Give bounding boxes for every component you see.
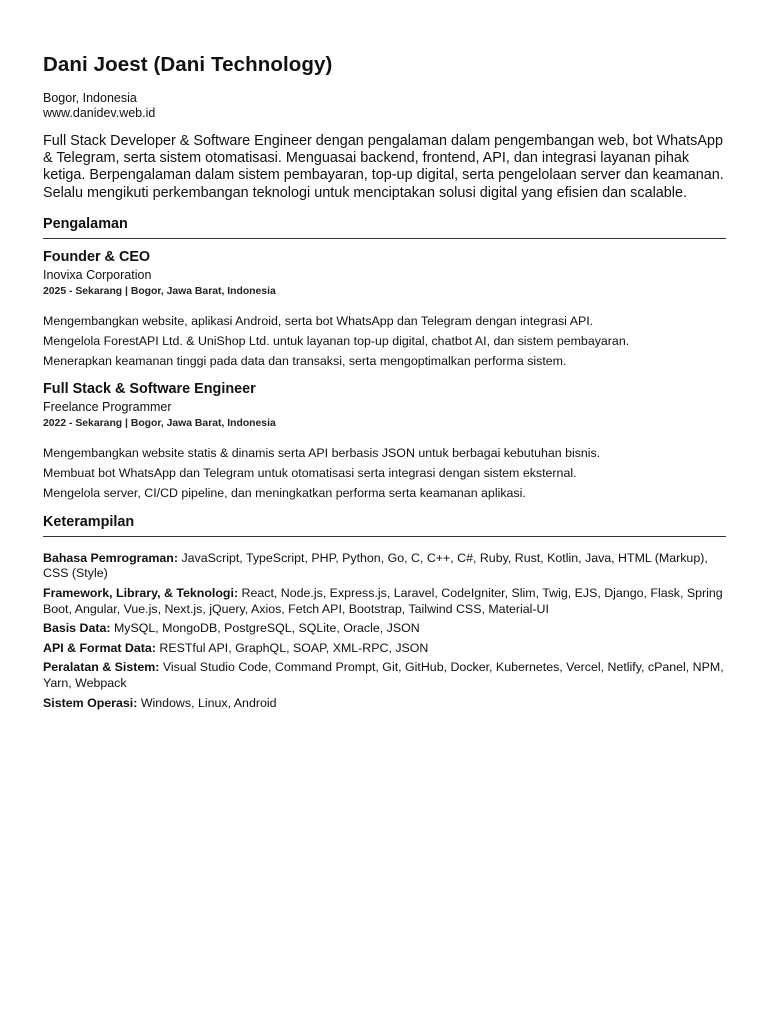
skill-value: Visual Studio Code, Command Prompt, Git, GitHub, Docker, Kubernetes, Vercel, Netlify, cPanel, NPM, Yarn, Webpack	[43, 660, 724, 690]
job-point: Mengelola server, CI/CD pipeline, dan meningkatkan performa serta keamanan aplikasi.	[43, 485, 526, 500]
section-title-experience: Pengalaman	[43, 215, 726, 239]
job-point: Mengembangkan website statis & dinamis serta API berbasis JSON untuk berbagai kebutuhan bisnis.	[43, 445, 601, 460]
location-text: Bogor, Indonesia	[43, 91, 137, 105]
contact-info	[43, 91, 726, 121]
job-meta: 2025 - Sekarang | Bogor, Jawa Barat, Indonesia	[43, 285, 276, 297]
profile-summary: Full Stack Developer & Software Engineer dengan pengalaman dalam pengembangan web, bot WhatsApp & Telegram, serta sistem otomatisasi. Menguasai backend, frontend, API, dan integrasi layanan pihak ketiga. Berpengalaman dalam sistem pembayaran, top-up digital, serta pengelolaan server dan keamanan. Selalu mengikuti perkembangan teknologi untuk menciptakan solusi digital yang efisien dan scalable.	[43, 133, 724, 201]
job-company: Inovixa Corporation	[43, 267, 152, 282]
job-entry	[43, 380, 726, 500]
skill-value: RESTful API, GraphQL, SOAP, XML-RPC, JSON	[159, 640, 429, 655]
section-title-skills: Keterampilan	[43, 513, 726, 537]
job-point: Mengembangkan website, aplikasi Android, serta bot WhatsApp dan Telegram dengan integrasi API.	[43, 313, 594, 328]
skill-label: API & Format Data:	[43, 640, 156, 655]
skills-list	[43, 551, 726, 711]
job-title: Founder & CEO	[43, 248, 151, 265]
skill-label: Peralatan & Sistem:	[43, 660, 160, 675]
website-text: www.danidev.web.id	[43, 106, 156, 120]
skill-value: React, Node.js, Express.js, Laravel, CodeIgniter, Slim, Twig, EJS, Django, Flask, Spring Boot, Angular, Vue.js, Next.js, jQuery, Axios, Fetch API, Bootstrap, Tailwind CSS, Material-UI	[43, 586, 723, 616]
job-point: Menerapkan keamanan tinggi pada data dan transaksi, serta mengoptimalkan performa sistem.	[43, 353, 567, 368]
skill-item	[43, 696, 733, 712]
skill-label: Framework, Library, & Teknologi:	[43, 586, 239, 600]
skill-item	[43, 660, 733, 691]
skill-item	[43, 621, 733, 637]
skill-item	[43, 641, 733, 657]
job-company: Freelance Programmer	[43, 399, 172, 414]
job-point: Mengelola ForestAPI Ltd. & UniShop Ltd. untuk layanan top-up digital, chatbot AI, dan sistem pembayaran.	[43, 333, 630, 348]
job-point: Membuat bot WhatsApp dan Telegram untuk otomatisasi serta integrasi dengan sistem eksternal.	[43, 465, 577, 480]
skill-label: Basis Data:	[43, 621, 111, 636]
job-title: Full Stack & Software Engineer	[43, 380, 256, 397]
job-description	[43, 314, 726, 368]
skill-item	[43, 586, 733, 617]
skill-value: JavaScript, TypeScript, PHP, Python, Go, C, C++, C#, Ruby, Rust, Kotlin, Java, HTML (Markup), CSS (Style)	[43, 550, 708, 581]
skill-value: MySQL, MongoDB, PostgreSQL, SQLite, Oracle, JSON	[113, 621, 420, 636]
skill-item	[43, 551, 733, 582]
job-entry	[43, 248, 726, 368]
skill-value: Windows, Linux, Android	[140, 695, 277, 710]
job-description	[43, 446, 726, 500]
job-meta: 2022 - Sekarang | Bogor, Jawa Barat, Indonesia	[43, 417, 276, 429]
skill-label: Sistem Operasi:	[43, 695, 138, 710]
skill-label: Bahasa Pemrograman:	[43, 550, 178, 565]
resume-name: Dani Joest (Dani Technology)	[43, 53, 333, 76]
